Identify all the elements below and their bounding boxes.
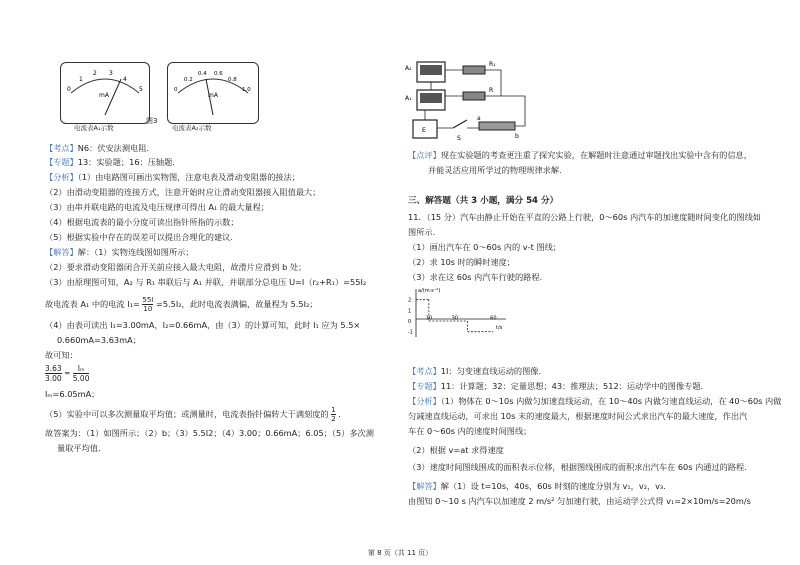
jieda-line-3: （3）由原理图可知，A₂ 与 R₁ 串联后与 A₁ 并联，并联部分总电压 U=I（r₂+R₁）=55I₂ [45, 277, 367, 287]
y-tick-1: 1 [408, 308, 412, 315]
fraction-numerator: 55I [142, 296, 154, 304]
jieda-3b-post: =5.5I₂，此时电流表满偏，故量程为 5.5I₂； [155, 299, 318, 309]
label-b: b [515, 133, 519, 140]
fenxi-tag: 【分析】 [45, 172, 78, 182]
q11-part-3: （3）求在这 60s 内汽车行驶的路程. [408, 272, 543, 282]
ratio-left-num: 3.63 [45, 364, 62, 373]
r-zhuanti-line [408, 381, 703, 392]
meter2-tick-0: 0 [174, 87, 178, 93]
meter1-unit: mA [99, 92, 109, 99]
fenxi-line-3: （3）由串并联电路的电流及电压规律可得出 A₁ 的最大量程； [45, 202, 269, 212]
fraction-55i-10 [142, 296, 153, 313]
x-tick-0: 10 [425, 315, 433, 322]
section-heading: 三、解答题（共 3 小题，满分 54 分） [408, 196, 559, 206]
jieda-line-4a: （4）由表可读出 I₁=3.00mA，I₂=0.66mA，由（3）的计算可知，此时 I₁ 应为 5.5× [45, 320, 361, 330]
meter1-tick-3: 3 [109, 70, 113, 77]
r-fenxi-line-4: （2）根据 v=at 求得速度 [408, 445, 504, 455]
ratio-left-den: 3.00 [45, 374, 62, 383]
jieda-line-4d: Iₘ=6.05mA； [45, 389, 100, 399]
ratio-right [73, 364, 90, 383]
r-jieda-line-1 [408, 481, 666, 492]
meter2-tick-2: 0.4 [198, 71, 207, 77]
jieda-tag: 【解答】 [45, 247, 78, 257]
ammeter-a2-figure [167, 62, 259, 124]
r-jieda-line-2: 由图知 0～10 s 内汽车以加速度 2 m/s² 匀加速行驶，由运动学公式得 v₁=2×10m/s=20m/s [408, 496, 751, 506]
r-jieda-tag: 【解答】 [408, 481, 441, 491]
r-fenxi-tag: 【分析】 [408, 396, 441, 406]
resistor-r [463, 92, 485, 100]
label-r: R [489, 87, 494, 94]
meter1-tick-4: 4 [123, 76, 127, 83]
jieda-3b-pre: 故电流表 A₁ 中的电流 I₁= [45, 299, 140, 309]
meter1-caption: 电流表A₁示数 [74, 124, 114, 132]
meter2-tick-1: 0.2 [184, 77, 193, 83]
fenxi-text-1: （1）由电路图可画出实物图，注意电表及滑动变阻器的接法； [77, 172, 300, 182]
x-axis-label: t/s [496, 325, 503, 331]
r-fenxi-line-2: 匀减速直线运动，可求出 10s 末的速度最大，根据速度时间公式求出汽车的最大速度，作出汽 [408, 411, 748, 421]
r-fenxi-line-1 [408, 396, 781, 407]
answer-line-1: 故答案为：（1）如图所示；（2）b；（3）5.5I2；（4）3.00；0.66mA；6.05；（5）多次测 [45, 428, 374, 438]
ratio-right-num: Iₘ [73, 364, 90, 374]
meter2-tick-4: 0.8 [228, 77, 237, 83]
meter1-tick-1: 1 [79, 76, 83, 83]
r-fenxi-line-3: 车在 0～60s 内的速度时间图线； [408, 426, 532, 436]
r-jieda-text-1: 解（1）设 t=10s，40s，60s 时刻的速度分别为 v₁，v₂，v₃. [440, 481, 666, 491]
circuit-diagram [405, 58, 540, 146]
resistor-r1 [463, 66, 485, 74]
ratio-equals: = [64, 368, 71, 378]
dianping-text-1: 现在实验题的考查更注重了探究实验，在解题时注意通过审题找出实验中含有的信息， [440, 150, 752, 160]
dianping-line-1 [408, 150, 752, 161]
fenxi-line-5: （5）根据实验中存在的误差可以提出合理化的建议. [45, 232, 233, 242]
dianping-tag: 【点评】 [408, 150, 441, 160]
r-kaodian-tag: 【考点】 [408, 366, 441, 376]
r-zhuanti-text: 11：计算题；32：定量思想；43：推理法；512：运动学中的图像专题. [440, 381, 704, 391]
y-axis-label: a/(m·s⁻²) [418, 288, 441, 294]
dianping-line-2: 并能灵活应用所学过的物理规律求解. [428, 165, 562, 175]
fenxi-line-4: （4）根据电流表的最小分度可读出指针所指的示数； [45, 217, 239, 227]
fraction-half [331, 406, 335, 423]
figure-label: 图3 [146, 117, 158, 125]
r-zhuanti-tag: 【专题】 [408, 381, 441, 391]
zhuanti-tag: 【专题】 [45, 157, 78, 167]
ratio-equation [45, 364, 89, 383]
q11-part-2: （2）求 10s 时的瞬时速度； [408, 257, 515, 267]
label-s: S [457, 135, 461, 142]
jieda-line-3b [45, 296, 317, 313]
answer-line-2: 量取平均值. [57, 443, 101, 453]
half-denominator: 2 [331, 415, 336, 423]
label-a: a [477, 115, 481, 122]
meter2-tick-3: 0.6 [214, 71, 223, 77]
ratio-right-den: 5.00 [72, 374, 90, 383]
jieda-line-5 [45, 406, 341, 423]
fraction-denominator: 10 [143, 305, 153, 313]
meter2-tick-5: 1.0 [242, 87, 251, 93]
switch-s [453, 120, 467, 128]
x-tick-2: 60 [490, 315, 497, 322]
q11-stem-1: 11．（15 分）汽车由静止开始在平直的公路上行驶，0～60s 内汽车的加速度随时间变化的图线如 [408, 212, 761, 222]
ammeter-a1-figure [60, 62, 150, 124]
jieda-5-post: . [338, 409, 341, 419]
ratio-left [45, 364, 62, 383]
half-numerator: 1 [331, 406, 336, 414]
kaodian-line [45, 143, 149, 154]
jieda-line-2: （2）要求滑动变阻器闭合开关前应接入最大电阻，故滑片应滑到 b 处； [45, 262, 307, 272]
r-kaodian-line [408, 366, 541, 377]
fenxi-line-2: （2）由滑动变阻器的连接方式，注意开始时应让滑动变阻器接入阻值最大； [45, 187, 321, 197]
r-kaodian-text: 1I：匀变速直线运动的图像. [440, 366, 542, 376]
ammeter-a2-dial [168, 63, 258, 123]
meter2-unit: mA [208, 92, 218, 99]
x-tick-1: 30 [451, 315, 458, 322]
label-r1: R₁ [489, 61, 496, 68]
page-footer: 第 8 页（共 11 页） [367, 549, 433, 557]
meter1-tick-5: 5 [139, 86, 143, 93]
label-a1: A₁ [405, 95, 412, 102]
y-tick-0: 2 [408, 297, 412, 304]
jieda-5-pre: （5）实验中可以多次测量取平均值；或测量时，电流表指针偏转大于满刻度的 [45, 409, 329, 419]
q11-stem-2: 图所示. [408, 227, 436, 237]
meter2-caption: 电流表A₂示数 [172, 124, 212, 132]
jieda-line-4c: 故可知： [45, 350, 78, 360]
r-fenxi-line-5: （3）速度时间图线围成的面积表示位移，根据图线围成的面积求出汽车在 60s 内通过的路程. [408, 462, 747, 472]
jieda-text: 解：（1）实物连线图如图所示； [77, 247, 194, 257]
label-e: E [422, 127, 426, 134]
zhuanti-line [45, 157, 175, 168]
r-fenxi-text-1: （1）物体在 0～10s 内做匀加速直线运动，在 10～40s 内做匀速直线运动，在 40～60s 内做 [440, 396, 782, 406]
ammeter-a1-face [420, 93, 442, 103]
y-tick-3: -1 [408, 329, 413, 336]
jieda-line-4b: 0.660mA=3.63mA； [57, 335, 141, 345]
kaodian-text: N6：伏安法测电阻. [77, 143, 150, 153]
kaodian-tag: 【考点】 [45, 143, 78, 153]
meter1-tick-2: 2 [93, 70, 97, 77]
fenxi-line-1 [45, 172, 300, 183]
rheostat [479, 122, 515, 130]
q11-part-1: （1）画出汽车在 0～60s 内的 v‑t 图线； [408, 242, 561, 252]
acceleration-time-chart [404, 285, 514, 341]
jieda-line [45, 247, 194, 258]
ammeter-a2-face [420, 65, 442, 75]
label-a2: A₂ [405, 65, 412, 72]
zhuanti-text: 13：实验题；16：压轴题. [77, 157, 175, 167]
meter1-tick-0: 0 [67, 86, 71, 93]
chart-marks [408, 298, 497, 336]
ammeter-a1-dial [61, 63, 149, 123]
y-tick-2: 0 [408, 319, 412, 325]
